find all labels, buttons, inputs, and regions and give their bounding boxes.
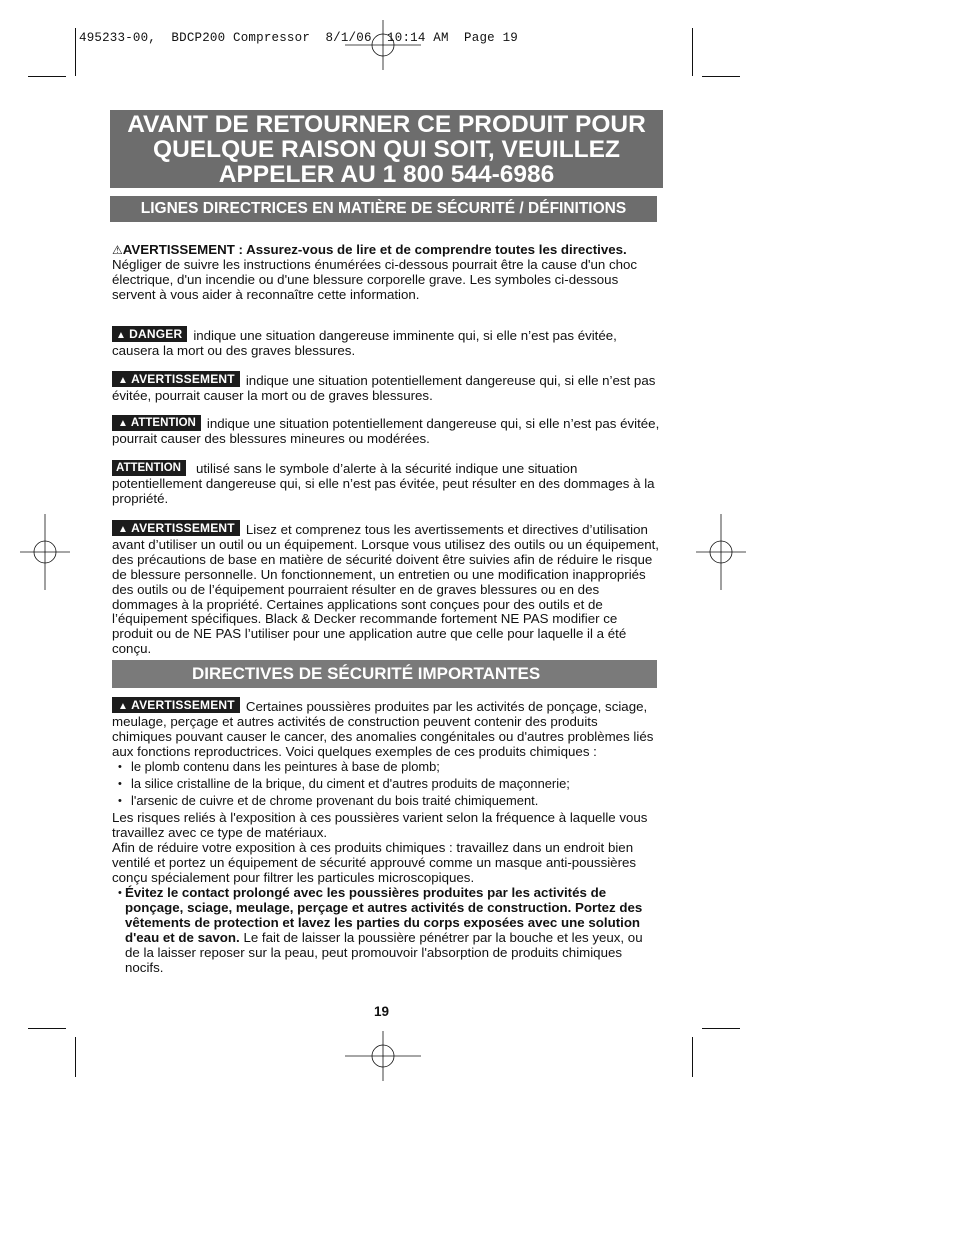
registration-mark-left-icon xyxy=(20,514,70,590)
alert-triangle-icon: ▲ xyxy=(118,418,128,429)
registration-mark-top-icon xyxy=(345,20,421,70)
definition-attention-with-symbol xyxy=(112,415,660,447)
avertissement-badge: ▲ AVERTISSEMENT xyxy=(112,697,240,713)
intro-paragraph xyxy=(112,243,660,303)
avertissement-badge: ▲ AVERTISSEMENT xyxy=(112,371,240,387)
banner-line-1: AVANT DE RETOURNER CE PRODUIT POUR xyxy=(127,111,646,138)
safety-definitions-heading: LIGNES DIRECTRICES EN MATIÈRE DE SÉCURITÉ / DÉFINITIONS xyxy=(110,196,657,222)
crop-mark-top-right-vertical xyxy=(692,28,693,76)
alert-triangle-icon: ▲ xyxy=(118,701,129,712)
attention-badge: ▲ ATTENTION xyxy=(112,415,201,431)
registration-mark-right-icon xyxy=(696,514,746,590)
intro-bold-text: AVERTISSEMENT : Assurez-vous de lire et de comprendre toutes les directives. xyxy=(122,242,627,257)
alert-triangle-icon: ▲ xyxy=(118,375,129,386)
print-slug-line: 495233-00, BDCP200 Compressor 8/1/06 10:14 AM Page 19 xyxy=(79,31,518,45)
alert-triangle-icon: ▲ xyxy=(116,330,127,341)
avertissement-badge: ▲ AVERTISSEMENT xyxy=(112,520,240,536)
definition-text: indique une situation potentiellement dangereuse qui, si elle n’est pas évitée, pourrait causer des blessures mineures ou modérées. xyxy=(112,416,660,446)
reduce-exposure-paragraph: Afin de réduire votre exposition à ces produits chimiques : travaillez dans un endroit bien ventilé et portez un équipement de sécurité approuvé comme un masque anti-poussières conçu spécialement pour filtrer les particules microscopiques. xyxy=(112,839,637,885)
registration-mark-bottom-icon xyxy=(345,1031,421,1081)
crop-mark-top-right-horizontal xyxy=(702,76,740,77)
dust-warning-text: Certaines poussières produites par les activités de ponçage, sciage, meulage, perçage et autres activités de construction peuvent contenir des produits chimiques pouvant causer le cancer, des anomalies congénitales ou d'autres problèmes liés aux fonctions reproductrices. Voici quelques exemples de ces produits chimiques : xyxy=(112,699,654,759)
general-warning-paragraph xyxy=(112,520,660,657)
avoid-contact-rest-text: Le fait de laisser la poussière pénétrer par la bouche et les yeux, ou de la laisser reposer sur la peau, peut promouvoir l'absorption de produits chimiques nocifs. xyxy=(125,930,643,975)
danger-badge: ▲ DANGER xyxy=(112,326,187,342)
risk-paragraph: Les risques reliés à l'exposition à ces poussières varient selon la fréquence à laquelle vous travaillez avec ce type de matériaux. xyxy=(112,809,648,840)
attention-badge-no-symbol: ATTENTION xyxy=(112,460,186,476)
banner-line-3: APPELER AU 1 800 544-6986 xyxy=(218,161,555,188)
crop-mark-bottom-left-vertical xyxy=(75,1037,76,1077)
chemical-examples-list xyxy=(112,760,660,809)
crop-mark-bottom-right-vertical xyxy=(692,1037,693,1077)
dust-warning-paragraph xyxy=(112,697,660,760)
avoid-contact-bold-text: Évitez le contact prolongé avec les poussières produites par les activités de ponçage, sciage, meulage, perçage et autres activités de construction. Portez des vêtements de protection et lavez les parties du corps exposées avec une solution d'eau et de savon. xyxy=(125,885,643,946)
general-warning-text: Lisez et comprenez tous les avertissements et directives d’utilisation avant d’utiliser un outil ou un équipement. Lorsque vous utilisez des outils ou un équipement, des précautions de base en matière de sécurité doivent être suivies afin de réduire le risque de blessure personnelle. Un fonctionnement, un entretien ou une modification inappropriés des outils ou de l’équipement pourraient résulter en de graves blessures ou en des dommages à la propriété. Certaines applications sont conçues pour des outils et de l’équipement spécifiques. Black & Decker recommande fortement NE PAS modifier ce produit ou de NE PAS l’utiliser pour une application autre que celle pour laquelle il a été conçu. xyxy=(112,522,659,657)
list-item: • la silice cristalline de la brique, du ciment et d'autres produits de maçonnerie; xyxy=(112,777,660,792)
definition-attention-no-symbol xyxy=(112,460,660,507)
definition-danger xyxy=(112,326,660,359)
page-number: 19 xyxy=(374,1004,390,1019)
return-product-banner xyxy=(110,110,663,188)
crop-mark-top-left-horizontal xyxy=(28,76,66,77)
list-item: • l'arsenic de cuivre et de chrome provenant du bois traité chimiquement. xyxy=(112,794,660,809)
list-item: • le plomb contenu dans les peintures à base de plomb; xyxy=(112,760,660,775)
intro-rest-text: Négliger de suivre les instructions énumérées ci-dessous pourrait être la cause d'un choc électrique, d'un incendie ou d'une blessure corporelle grave. Les symboles ci-dessous servent à vous aider à reconnaître cette information. xyxy=(112,256,638,302)
definition-avertissement xyxy=(112,371,660,404)
important-safety-heading: DIRECTIVES DE SÉCURITÉ IMPORTANTES xyxy=(112,660,657,688)
banner-line-2: QUELQUE RAISON QUI SOIT, VEUILLEZ xyxy=(153,136,620,163)
definition-text: utilisé sans le symbole d’alerte à la sécurité indique une situation potentiellement dangereuse qui, si elle n’est pas évitée, peut résulter en des dommages à la propriété. xyxy=(112,461,655,506)
definition-text: indique une situation dangereuse imminente qui, si elle n’est pas évitée, causera la mort ou des graves blessures. xyxy=(112,328,617,358)
dust-warning-section xyxy=(112,697,660,978)
avoid-contact-list xyxy=(112,886,660,975)
warning-triangle-icon: ⚠ xyxy=(112,243,123,257)
crop-mark-bottom-right-horizontal xyxy=(702,1028,740,1029)
definition-text: indique une situation potentiellement dangereuse qui, si elle n’est pas évitée, pourrait causer la mort ou de graves blessures. xyxy=(112,373,656,403)
crop-mark-bottom-left-horizontal xyxy=(28,1028,66,1029)
list-item xyxy=(112,886,660,975)
crop-mark-top-left-vertical xyxy=(75,28,76,76)
alert-triangle-icon: ▲ xyxy=(118,524,129,535)
